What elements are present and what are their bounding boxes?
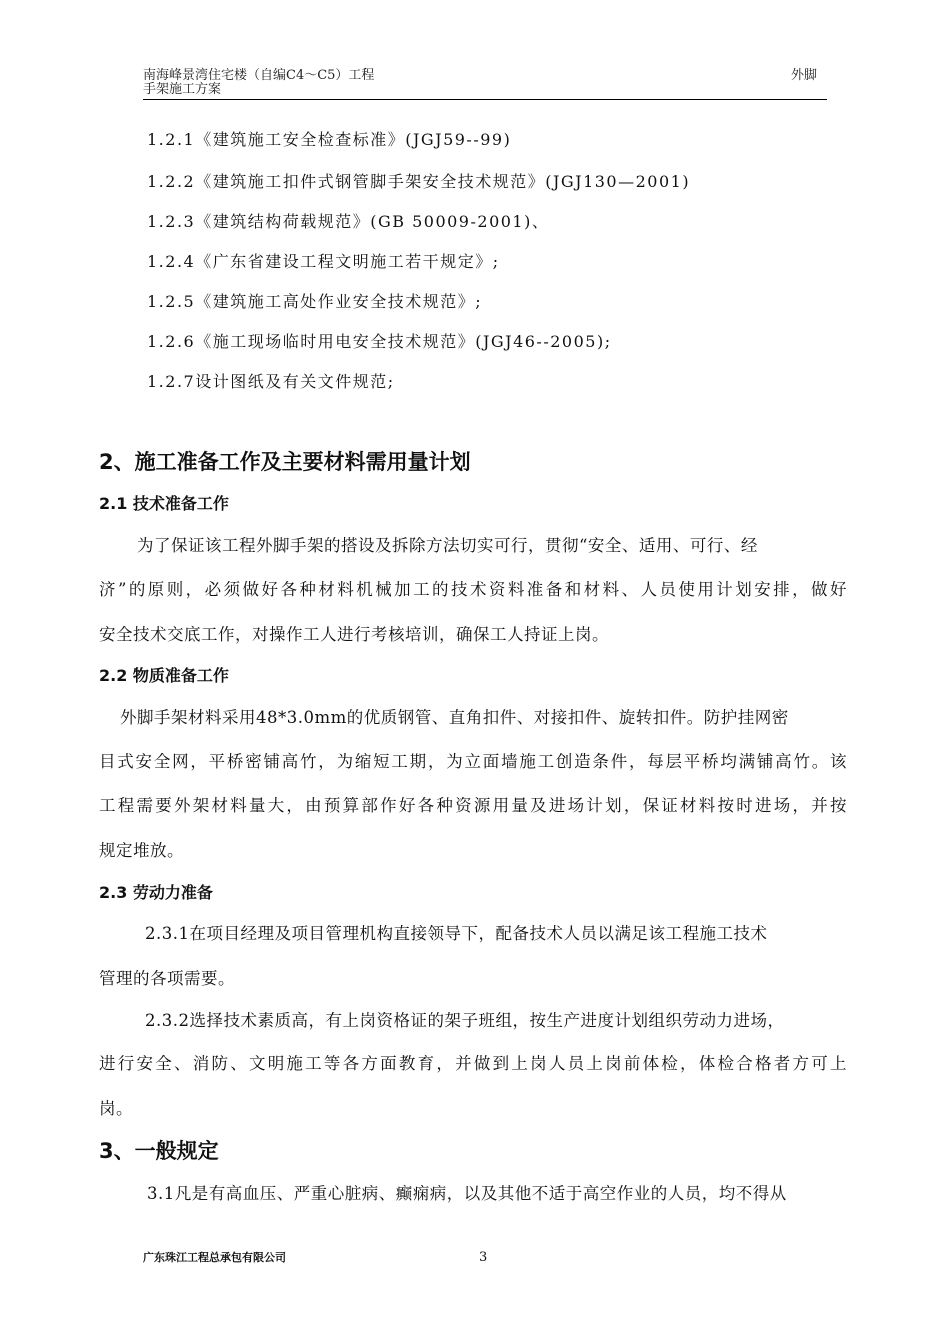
reference-item: 1.2.1《建筑施工安全检查标准》(JGJ59--99) <box>147 130 512 149</box>
reference-item: 1.2.7设计图纸及有关文件规范; <box>147 372 395 391</box>
reference-item: 1.2.4《广东省建设工程文明施工若干规定》; <box>147 252 500 271</box>
page-number: 3 <box>479 1250 488 1265</box>
section-2-heading: 2、施工准备工作及主要材料需用量计划 <box>99 450 471 474</box>
paragraph-line: 目式安全网，平桥密铺高竹，为缩短工期，为立面墙施工创造条件，每层平桥均满铺高竹。该 <box>99 752 847 771</box>
paragraph-line: 为了保证该工程外脚手架的搭设及拆除方法切实可行，贯彻“安全、适用、可行、经 <box>137 536 758 555</box>
reference-item: 1.2.3《建筑结构荷载规范》(GB 50009-2001)、 <box>147 212 550 231</box>
paragraph-line: 安全技术交底工作，对操作工人进行考核培训，确保工人持证上岗。 <box>99 625 609 644</box>
paragraph-line: 规定堆放。 <box>99 841 184 860</box>
header-rule <box>143 99 827 100</box>
footer-company: 广东珠江工程总承包有限公司 <box>143 1251 286 1264</box>
header-project-line1: 南海峰景湾住宅楼（自编C4～C5）工程 <box>143 68 375 83</box>
paragraph-line: 3.1凡是有高血压、严重心脏病、癫痫病，以及其他不适于高空作业的人员，均不得从 <box>147 1184 787 1203</box>
reference-item: 1.2.5《建筑施工高处作业安全技术规范》; <box>147 292 483 311</box>
section-2-3-heading: 2.3 劳动力准备 <box>99 883 213 902</box>
paragraph-line: 工程需要外架材料量大，由预算部作好各种资源用量及进场计划，保证材料按时进场，并按 <box>99 796 847 815</box>
section-3-heading: 3、一般规定 <box>99 1139 219 1163</box>
reference-item: 1.2.6《施工现场临时用电安全技术规范》(JGJ46--2005); <box>147 332 612 351</box>
section-2-1-heading: 2.1 技术准备工作 <box>99 494 229 513</box>
header-section: 外脚 <box>791 68 818 83</box>
paragraph-line: 管理的各项需要。 <box>99 969 235 988</box>
paragraph-line: 济”的原则，必须做好各种材料机械加工的技术资料准备和材料、人员使用计划安排，做好 <box>99 580 847 599</box>
paragraph-line: 进行安全、消防、文明施工等各方面教育，并做到上岗人员上岗前体检，体检合格者方可上 <box>99 1054 847 1073</box>
paragraph-line: 2.3.1在项目经理及项目管理机构直接领导下，配备技术人员以满足该工程施工技术 <box>145 924 768 943</box>
section-2-2-heading: 2.2 物质准备工作 <box>99 666 229 685</box>
paragraph-line: 外脚手架材料采用48*3.0mm的优质钢管、直角扣件、对接扣件、旋转扣件。防护挂网密 <box>120 708 789 727</box>
paragraph-line: 2.3.2选择技术素质高，有上岗资格证的架子班组，按生产进度计划组织劳动力进场， <box>145 1011 785 1030</box>
reference-item: 1.2.2《建筑施工扣件式钢管脚手架安全技术规范》(JGJ130—2001) <box>147 172 691 191</box>
paragraph-line: 岗。 <box>99 1099 133 1118</box>
header-project-line2: 手架施工方案 <box>143 82 222 97</box>
